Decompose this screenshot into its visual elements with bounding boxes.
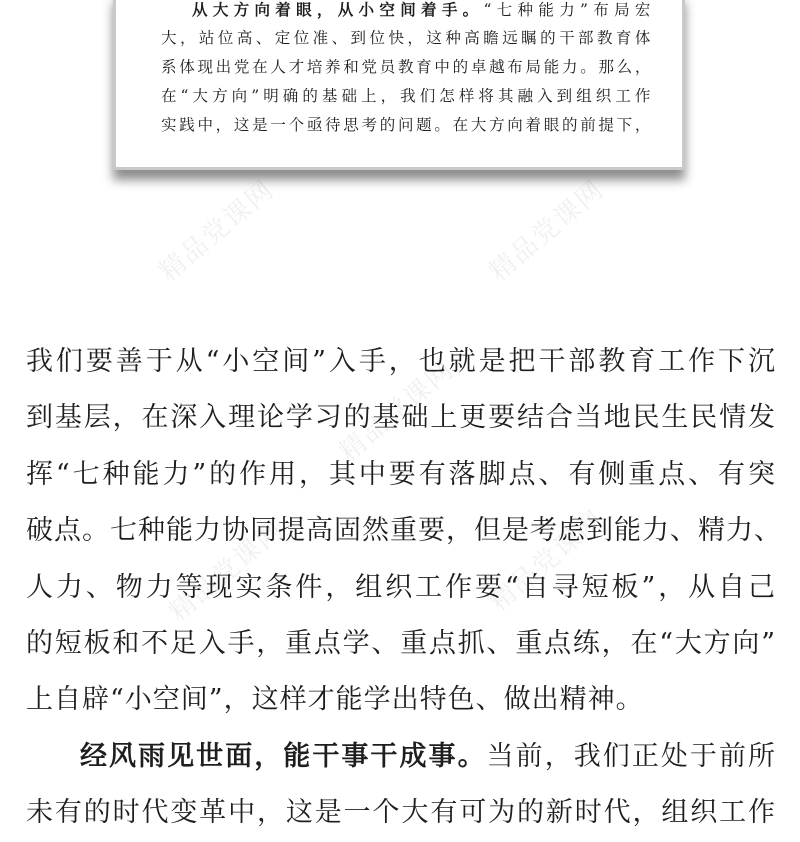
quote-bold-lead: 从大方向着眼，从小空间着手。 (192, 0, 484, 19)
body-line-text: 到基层，在深入理论学习的基础上更要结合当地民生民情发 (26, 402, 776, 434)
body-line (26, 390, 776, 446)
watermark: 精品党课网 (333, 354, 461, 468)
body-text (26, 334, 782, 842)
body-line-text: 的短板和不足入手，重点学、重点抓、重点练，在“大方向” (26, 627, 776, 659)
quote-text (161, 0, 651, 140)
watermark: 精品党课网 (483, 174, 611, 288)
body-line (26, 672, 776, 728)
body-line-text: 上自辟“小空间”，这样才能学出特色、做出精神。 (26, 684, 644, 716)
body-line-text: 当前，我们正处于前所 (486, 740, 777, 772)
quote-line (161, 82, 651, 111)
quote-line (161, 53, 651, 82)
quote-line-text: 大，站位高、定位准、到位快，这种高瞻远瞩的干部教育体 (161, 29, 651, 47)
quote-line-text: 实践中，这是一个亟待思考的问题。在大方向着眼的前提下， (161, 116, 651, 134)
body-line (26, 560, 776, 616)
body-line-text: 人力、物力等现实条件，组织工作要“自寻短板”，从自己 (26, 571, 776, 603)
quote-line (161, 24, 651, 53)
quote-line-text: 系体现出党在人才培养和党员教育中的卓越布局能力。那么， (161, 58, 651, 76)
quote-line-text: “七种能力”布局宏 (483, 1, 651, 19)
quote-line (161, 111, 651, 140)
quote-line-text: 在“大方向”明确的基础上，我们怎样将其融入到组织工作 (161, 87, 651, 105)
body-line (26, 616, 776, 672)
body-line (26, 785, 776, 841)
body-line-text: 我们要善于从“小空间”入手，也就是把干部教育工作下沉 (26, 346, 776, 377)
quote-card (113, 0, 685, 170)
quote-line (161, 0, 651, 24)
body-bold-lead: 经风雨见世面，能干事干成事。 (80, 740, 487, 772)
body-line (26, 503, 782, 559)
watermark: 精品党课网 (163, 514, 291, 628)
watermark: 精品党课网 (153, 174, 281, 288)
body-line (26, 729, 776, 785)
body-line (26, 447, 776, 503)
body-line-text: 破点。七种能力协同提高固然重要，但是考虑到能力、精力、 (26, 515, 782, 547)
watermark: 精品党课网 (483, 504, 611, 618)
body-line-text: 未有的时代变革中，这是一个大有可为的新时代，组织工作 (26, 797, 776, 829)
body-line (26, 334, 776, 390)
body-line-text: 挥“七种能力”的作用，其中要有落脚点、有侧重点、有突 (26, 458, 776, 490)
